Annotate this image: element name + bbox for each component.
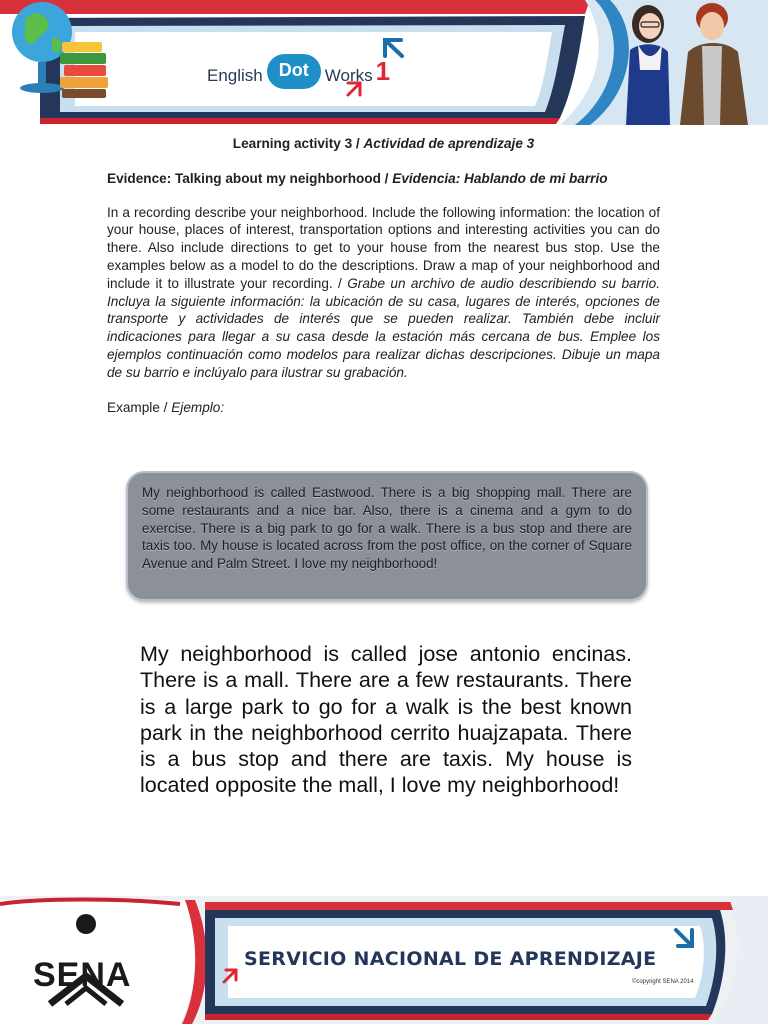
sena-logo-text: SENA bbox=[33, 956, 132, 994]
footer-banner bbox=[0, 896, 768, 1024]
evidence-spanish: Evidencia: Hablando de mi barrio bbox=[392, 170, 608, 186]
institution-name: SERVICIO NACIONAL DE APRENDIZAJE bbox=[244, 948, 657, 970]
example-label bbox=[107, 399, 660, 417]
evidence-english: Evidence: Talking about my neighborhood bbox=[107, 170, 381, 186]
example-label-english: Example bbox=[107, 399, 160, 415]
title-separator: / bbox=[352, 136, 364, 151]
example-separator: / bbox=[159, 399, 172, 415]
brand-dot: Dot bbox=[267, 54, 321, 89]
books-icon bbox=[60, 42, 108, 98]
evidence-heading bbox=[107, 170, 660, 188]
page-title bbox=[107, 135, 660, 153]
copyright-text: ©copyright SENA 2014 bbox=[632, 979, 694, 985]
document-body bbox=[107, 135, 660, 416]
example-label-spanish: Ejemplo: bbox=[171, 399, 225, 415]
brand-number: 1 bbox=[375, 56, 391, 86]
header-banner bbox=[0, 0, 768, 125]
brand-logo bbox=[207, 58, 390, 93]
example-text: My neighborhood is called Eastwood. There is a big shopping mall. There are some restaurants and a nice bar. Also, there is a cinema and a gym to do exercise. There is a big park to go for a walk. There is a bus stop and there are taxis too. My house is located across from the post office, on the corner of Square Avenue and Palm Street. I love my neighborhood! bbox=[142, 485, 632, 572]
instructions-english: In a recording describe your neighborhood. Include the following information: the location of your house, places of interest, transportation options and interesting activities you can do there. Also include directions to get to your house from the nearest bus stop. Use the examples below as a model to do the descriptions. Draw a map of your neighborhood and include it to illustrate your recording. bbox=[107, 204, 660, 291]
brand-english: English bbox=[207, 65, 263, 85]
instructions-paragraph bbox=[107, 204, 660, 382]
title-english: Learning activity 3 bbox=[232, 136, 353, 151]
evidence-separator: / bbox=[380, 170, 393, 186]
student-answer: My neighborhood is called jose antonio encinas. There is a mall. There are a few restaurants. There is a large park to go for a walk is the best known park in the neighborhood cerrito huajzapata. There is a bus stop and there are taxis. My house is located opposite the mall, I love my neighborhood! bbox=[140, 642, 632, 798]
instructions-spanish: Grabe un archivo de audio describiendo su barrio. Incluya la siguiente información: la ubicación de su casa, lugares de interés, opciones de transporte y actividades de interés que se pueden realizar. También debe incluir indicaciones para llegar a su casa desde la estación más cercana de bus. Emplee los ejemplos continuación como modelos para realizar dichas descripciones. Dibuje un mapa de su barrio e inclúyalo para ilustrar su grabación. bbox=[107, 275, 660, 380]
example-box bbox=[126, 471, 648, 601]
instructions-separator: / bbox=[332, 275, 348, 291]
brand-works: Works bbox=[324, 65, 373, 85]
title-spanish: Actividad de aprendizaje 3 bbox=[363, 136, 535, 151]
